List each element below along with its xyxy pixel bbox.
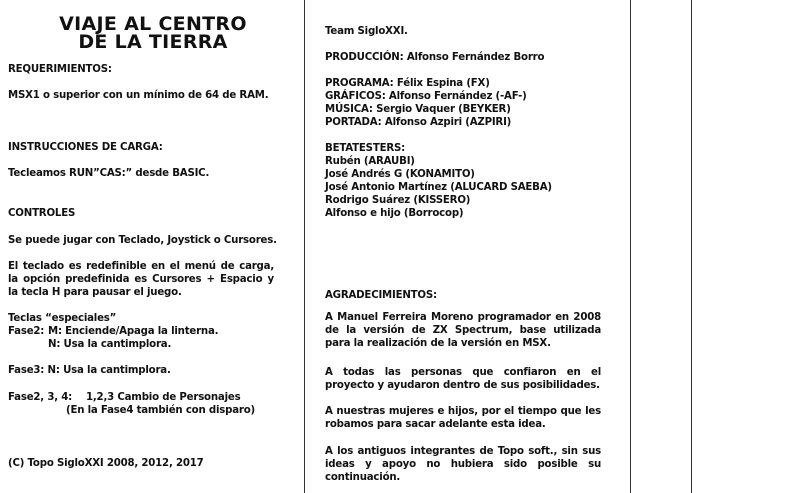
- betatester-item: José Antonio Martínez (ALUCARD SAEBA): [325, 182, 552, 193]
- fase2-label: Fase2:: [8, 326, 45, 337]
- cover-credit: PORTADA: Alfonso Azpiri (AZPIRI): [325, 117, 512, 128]
- thanks-heading: AGRADECIMIENTOS:: [325, 290, 437, 301]
- fase234-label: Fase2, 3, 4:: [8, 392, 72, 403]
- copyright: (C) Topo SigloXXI 2008, 2012, 2017: [8, 458, 204, 469]
- graphics-credit: GRÁFICOS: Alfonso Fernández (-AF-): [325, 91, 527, 102]
- betatester-item: Rubén (ARAUBI): [325, 156, 415, 167]
- special-keys-heading: Teclas “especiales”: [8, 313, 117, 324]
- requirements-text: MSX1 o superior con un mínimo de 64 de RAM.: [8, 90, 269, 101]
- program-credit: PROGRAMA: Félix Espina (FX): [325, 78, 490, 89]
- fase234-note: (En la Fase4 también con disparo): [66, 405, 255, 416]
- controls-heading: CONTROLES: [8, 208, 76, 219]
- thanks-paragraph-4: A los antiguos integrantes de Topo soft., sin sus ideas y apoyo no hubiera sido posible su continuación.: [325, 446, 601, 483]
- fold-line-2: [630, 0, 631, 493]
- fase2-m-key: M: Enciende/Apaga la linterna.: [48, 326, 219, 337]
- betatesters-heading: BETATESTERS:: [325, 143, 405, 154]
- music-credit: MÚSICA: Sergio Vaquer (BEYKER): [325, 104, 511, 115]
- betatester-item: Rodrigo Suárez (KISSERO): [325, 195, 471, 206]
- keys-text: El teclado es redefinible en el menú de carga, la opción predefinida es Cursores + Espacio y la tecla H para pausar el juego.: [8, 261, 274, 298]
- loading-text: Tecleamos RUN”CAS:” desde BASIC.: [8, 168, 210, 179]
- title-line-1: VIAJE AL CENTRO: [59, 13, 247, 35]
- betatester-item: Alfonso e hijo (Borrocop): [325, 208, 464, 219]
- team-name: Team SigloXXI.: [325, 26, 408, 37]
- loading-heading: INSTRUCCIONES DE CARGA:: [8, 142, 163, 153]
- thanks-paragraph-3: A nuestras mujeres e hijos, por el tiempo que les robamos para sacar adelante esta idea.: [325, 406, 601, 430]
- production-credit: PRODUCCIÓN: Alfonso Fernández Borro: [325, 52, 545, 63]
- fase2-n-key: N: Usa la cantimplora.: [48, 339, 172, 350]
- title-line-2: DE LA TIERRA: [78, 31, 228, 53]
- fase3-text: Fase3: N: Usa la cantimplora.: [8, 365, 171, 376]
- requirements-heading: REQUERIMIENTOS:: [8, 64, 112, 75]
- controls-text: Se puede jugar con Teclado, Joystick o Cursores.: [8, 235, 277, 246]
- fase234-text: 1,2,3 Cambio de Personajes: [86, 392, 241, 403]
- thanks-paragraph-2: A todas las personas que confiaron en el proyecto y ayudaron dentro de sus posibilidades.: [325, 367, 601, 391]
- fold-line-1: [304, 0, 305, 493]
- thanks-paragraph-1: A Manuel Ferreira Moreno programador en 2008 de la versión de ZX Spectrum, base utilizada para la realización de la versión en MSX.: [325, 312, 601, 349]
- betatester-item: José Andrés G (KONAMITO): [325, 169, 475, 180]
- game-title: [40, 15, 266, 51]
- fold-line-3: [691, 0, 692, 493]
